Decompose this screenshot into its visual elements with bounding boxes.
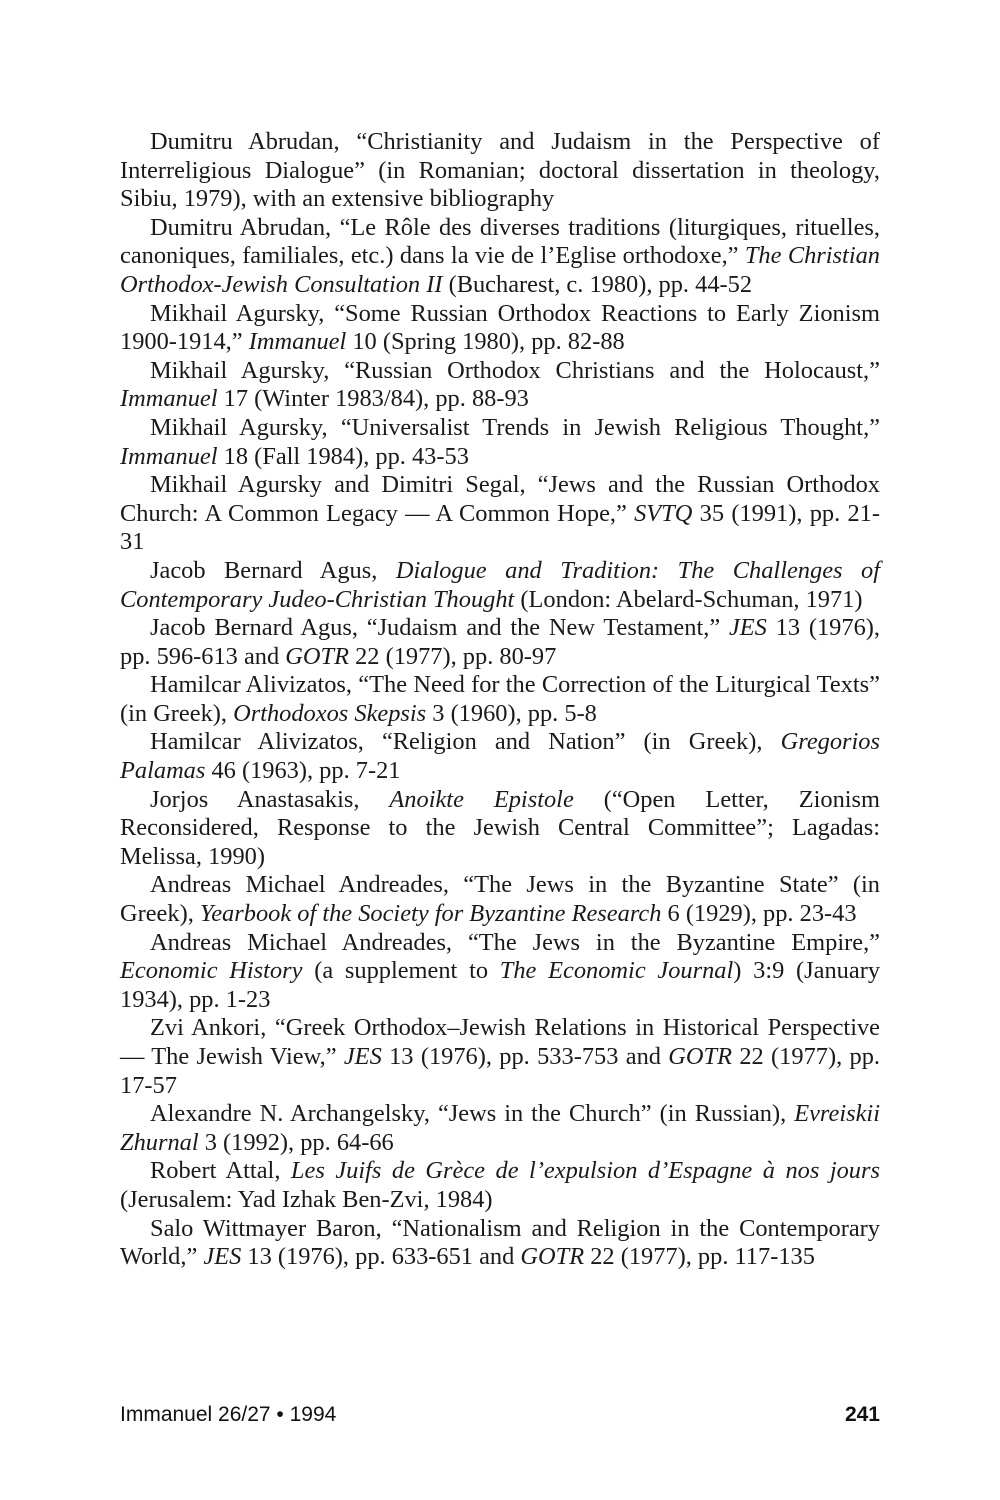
bibliography-entry — [120, 728, 880, 785]
entry-title: Immanuel — [120, 442, 218, 470]
entry-text: 3 (1992), pp. 64-66 — [198, 1128, 394, 1156]
entry-text: Jacob Bernard Agus, “Judaism and the New Testament,” — [150, 614, 729, 642]
entry-text: ) 3:9 (January 1934), pp. 1-23 — [120, 957, 881, 1013]
bibliography-entry — [120, 128, 880, 214]
entry-text: 10 (Spring 1980), pp. 82-88 — [346, 328, 625, 356]
entry-text: Andreas Michael Andreades, “The Jews in the Byzantine State” (in Greek), — [120, 871, 880, 928]
bibliography-list — [120, 128, 880, 1272]
bibliography-entry — [120, 1157, 880, 1214]
entry-title: Gregorios Palamas — [120, 728, 880, 785]
entry-title: Yearbook of the Society for Byzantine Research — [199, 900, 662, 928]
entry-title: Anoikte Epistole — [389, 785, 574, 813]
entry-text: Mikhail Agursky, “Russian Orthodox Christians and the Holocaust,” — [150, 356, 880, 384]
entry-text: Jacob Bernard Agus, — [150, 556, 396, 584]
entry-text: (Bucharest, c. 1980), pp. 44-52 — [442, 270, 753, 298]
entry-title: GOTR — [668, 1043, 732, 1070]
entry-text: (London: Abelard-Schuman, 1971) — [514, 585, 863, 613]
entry-title: Immanuel — [248, 328, 347, 356]
bibliography-entry — [120, 357, 880, 414]
entry-text: 46 (1963), pp. 7-21 — [205, 757, 401, 785]
entry-text: (Jerusalem: Yad Izhak Ben-Zvi, 1984) — [120, 1185, 493, 1213]
bibliography-entry — [120, 300, 880, 357]
bibliography-entry — [120, 214, 880, 300]
entry-text: (a supplement to — [302, 957, 500, 985]
entry-text: 17 (Winter 1983/84), pp. 88-93 — [217, 385, 529, 413]
entry-title: Evreiskii Zhurnal — [120, 1100, 880, 1156]
entry-text: 22 (1977), pp. 117-135 — [584, 1243, 815, 1271]
entry-text: 3 (1960), pp. 5-8 — [426, 699, 597, 727]
bibliography-entry — [120, 1014, 880, 1100]
bibliography-entry — [120, 414, 880, 471]
entry-title: SVTQ — [634, 499, 693, 527]
entry-title: Dialogue and Tradition: The Challenges of Contemporary Judeo-Christian Thought — [120, 556, 880, 613]
entry-title: The Christian Orthodox-Jewish Consultation II — [120, 242, 880, 298]
entry-text: Zvi Ankori, “Greek Orthodox–Jewish Relations in Historical Perspective — The Jewish View,” — [120, 1014, 880, 1070]
entry-title: GOTR — [520, 1243, 585, 1271]
entry-text: 13 (1976), pp. 633-651 and — [241, 1243, 521, 1271]
entry-text: Jorjos Anastasakis, — [150, 785, 390, 813]
entry-text: Hamilcar Alivizatos, “Religion and Nation” (in Greek), — [150, 728, 781, 756]
entry-text: 13 (1976), pp. 596-613 and — [120, 614, 880, 670]
entry-title: Orthodoxos Skepsis — [233, 699, 427, 727]
bibliography-entry — [120, 671, 880, 728]
bibliography-entry — [120, 929, 880, 1015]
entry-text: 22 (1977), pp. 17-57 — [120, 1043, 880, 1099]
bibliography-entry — [120, 1100, 880, 1157]
entry-title: GOTR — [285, 642, 349, 670]
entry-title: JES — [343, 1043, 382, 1070]
entry-text: (“Open Letter, Zionism Reconsidered, Response to the Jewish Central Committee”; Lagadas: Melissa, 1990) — [120, 785, 881, 870]
entry-text: Mikhail Agursky, “Some Russian Orthodox Reactions to Early Zionism 1900-1914,” — [120, 299, 880, 356]
entry-text: Salo Wittmayer Baron, “Nationalism and Religion in the Contemporary World,” — [120, 1214, 880, 1271]
entry-title: Immanuel — [120, 385, 218, 413]
bibliography-entry — [120, 614, 880, 671]
bibliography-entry — [120, 871, 880, 928]
bibliography-entry — [120, 471, 880, 557]
entry-text: Hamilcar Alivizatos, “The Need for the Correction of the Liturgical Texts” (in Greek), — [120, 671, 880, 727]
entry-text: Alexandre N. Archangelsky, “Jews in the Church” (in Russian), — [150, 1100, 795, 1128]
entry-text: 13 (1976), pp. 533-753 and — [381, 1043, 669, 1070]
bibliography-entry — [120, 1215, 880, 1272]
bibliography-entry — [120, 557, 880, 614]
bibliography-entry — [120, 786, 880, 872]
entry-title: JES — [203, 1243, 242, 1271]
entry-title: Economic History — [120, 957, 303, 985]
entry-text: 22 (1977), pp. 80-97 — [349, 642, 557, 670]
page-number: 241 — [844, 1403, 880, 1426]
entry-text: 18 (Fall 1984), pp. 43-53 — [217, 442, 469, 470]
entry-text: Mikhail Agursky and Dimitri Segal, “Jews and the Russian Orthodox Church: A Common Legacy — A Common Hope,” — [120, 471, 880, 527]
entry-text: Mikhail Agursky, “Universalist Trends in Jewish Religious Thought,” — [150, 413, 880, 441]
journal-footer: Immanuel 26/27 • 1994 — [120, 1403, 337, 1426]
entry-title: JES — [728, 614, 767, 642]
entry-text: Robert Attal, — [150, 1157, 291, 1185]
entry-text: 35 (1991), pp. 21-31 — [120, 499, 880, 556]
entry-text: Dumitru Abrudan, “Christianity and Judaism in the Perspective of Interreligious Dialogue” (in Romanian; doctoral dissertation in theology, Sibiu, 1979), with an extensive bibliography — [120, 128, 880, 213]
entry-text: Dumitru Abrudan, “Le Rôle des diverses traditions (liturgiques, rituelles, canoniques, familiales, etc.) dans la vie de l’Eglise orthodoxe,” — [120, 213, 880, 270]
entry-title: The Economic Journal — [499, 957, 734, 985]
entry-title: Les Juifs de Grèce de l’expulsion d’Espagne à nos jours — [290, 1157, 880, 1185]
entry-text: 6 (1929), pp. 23-43 — [661, 900, 857, 928]
entry-text: Andreas Michael Andreades, “The Jews in the Byzantine Empire,” — [150, 928, 880, 956]
